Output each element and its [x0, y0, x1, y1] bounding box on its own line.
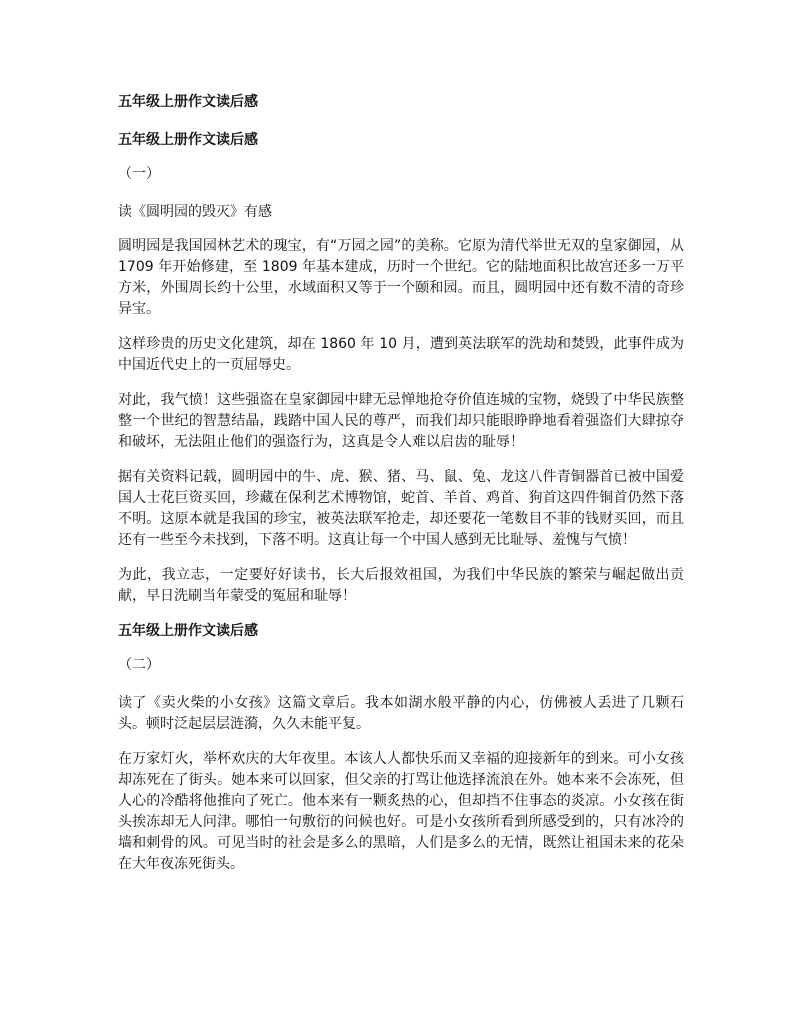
document-page — [118, 92, 684, 889]
section-title-2: 五年级上册作文读后感 — [118, 623, 258, 639]
document-title-repeat: 五年级上册作文读后感 — [118, 132, 258, 148]
paragraph: 在万家灯火，举杯欢庆的大年夜里。本该人人都快乐而又幸福的迎接新年的到来。可小女孩却冻死在了街头。她本来可以回家，但父亲的打骂让他选择流浪在外。她本来不会冻死，但人心的冷酷将他推向了死亡。他本来有一颗炙热的心，但却挡不住事态的炎凉。小女孩在街头挨冻却无人问津。哪怕一句敷衍的问候也好。可是小女孩所看到所感受到的，只有冰冷的墙和刺骨的风。可见当时的社会是多么的黑暗，人们是多么的无情，既然让祖国未来的花朵在大年夜冻死街头。 — [118, 751, 684, 872]
paragraph: 读了《卖火柴的小女孩》这篇文章后。我本如湖水般平静的内心，仿佛被人丢进了几颗石头。顿时泛起层层涟漪，久久未能平复。 — [118, 695, 684, 732]
paragraph: 据有关资料记载，圆明园中的牛、虎、猴、猪、马、鼠、兔、龙这八件青铜器首已被中国爱国人士花巨资买回，珍藏在保利艺术博物馆，蛇首、羊首、鸡首、狗首这四件铜首仍然下落不明。这原本就是我国的珍宝，被英法联军抢走，却还要花一笔数目不菲的钱财买回，而且还有一些至今未找到，下落不明。这真让每一个中国人感到无比耻辱、羞愧与气愤！ — [118, 469, 684, 548]
paragraph: 对此，我气愤！这些强盗在皇家御园中肆无忌惮地抢夺价值连城的宝物，烧毁了中华民族整整一个世纪的智慧结晶，践踏中国人民的尊严，而我们却只能眼睁睁地看着强盗们大肆掠夺和破坏，无法阻止他们的强盗行为，这真是令人难以启齿的耻辱！ — [118, 392, 684, 450]
document-title: 五年级上册作文读后感 — [118, 94, 258, 110]
paragraph: 圆明园是我国园林艺术的瑰宝，有“万园之园”的美称。它原为清代举世无双的皇家御园，从 1709 年开始修建，至 1809 年基本建成，历时一个世纪。它的陆地面积比故宫还多一万平方米，外围周长约十公里，水域面积又等于一个颐和园。而且，圆明园中还有数不清的奇珍异宝。 — [118, 238, 684, 317]
paragraph: 这样珍贵的历史文化建筑，却在 1860 年 10 月，遭到英法联军的洗劫和焚毁，此事件成为中国近代史上的一页屈辱史。 — [118, 336, 684, 373]
section-subtitle-1: 读《圆明园的毁灭》有感 — [118, 204, 272, 220]
section-number-2: （二） — [118, 657, 160, 673]
paragraph: 为此，我立志，一定要好好读书，长大后报效祖国，为我们中华民族的繁荣与崛起做出贡献，早日洗刷当年蒙受的冤屈和耻辱！ — [118, 567, 684, 604]
section-number-1: （一） — [118, 166, 160, 182]
